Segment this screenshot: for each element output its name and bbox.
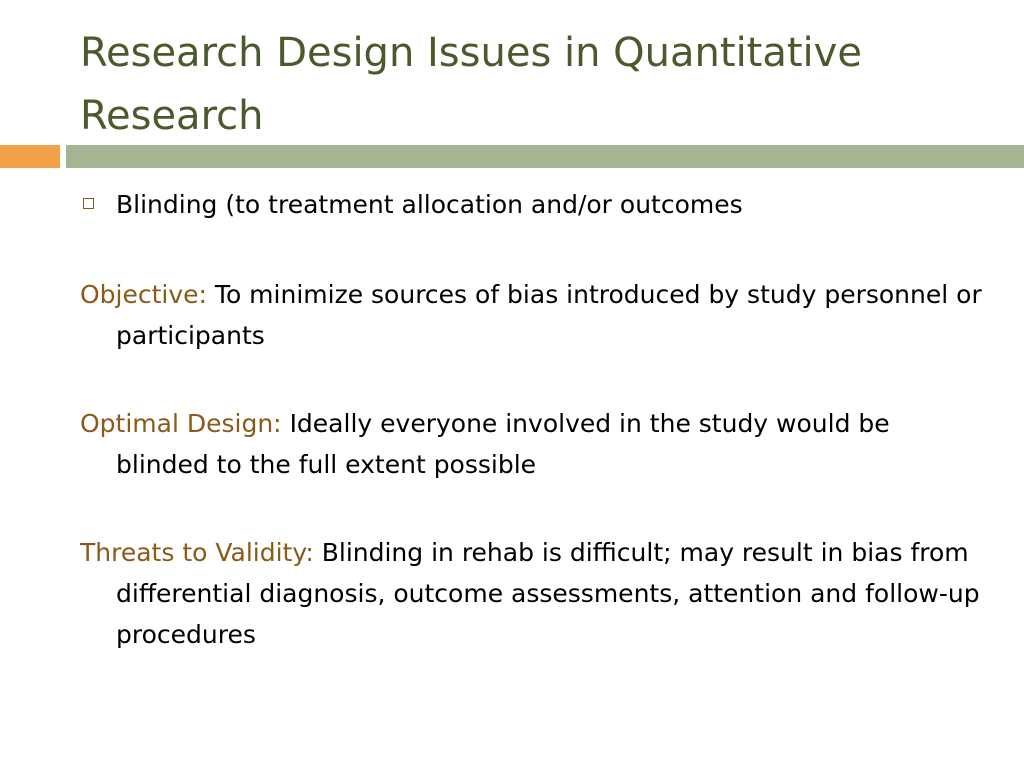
optimal-design-label: Optimal Design:	[80, 409, 282, 438]
threats-label: Threats to Validity:	[80, 538, 314, 567]
bullet-item	[80, 184, 990, 225]
title-accent-bar	[0, 145, 60, 168]
optimal-design-text: Ideally everyone involved in the study would be blinded to the full extent possible	[116, 409, 890, 479]
objective-text: To minimize sources of bias introduced by study personnel or participants	[116, 280, 982, 350]
slide-title: Research Design Issues in Quantitative Research	[80, 30, 862, 139]
square-bullet-icon	[83, 198, 94, 209]
title-divider-bar	[66, 145, 1024, 168]
threats-text: Blinding in rehab is difficult; may result in bias from differential diagnosis, outcome assessments, attention and follow-up procedures	[116, 538, 980, 649]
objective-label: Objective:	[80, 280, 207, 309]
optimal-design-paragraph	[80, 403, 990, 485]
bullet-text: Blinding (to treatment allocation and/or outcomes	[116, 190, 743, 219]
objective-paragraph	[80, 274, 990, 356]
slide-content	[80, 184, 990, 702]
threats-paragraph	[80, 532, 990, 655]
